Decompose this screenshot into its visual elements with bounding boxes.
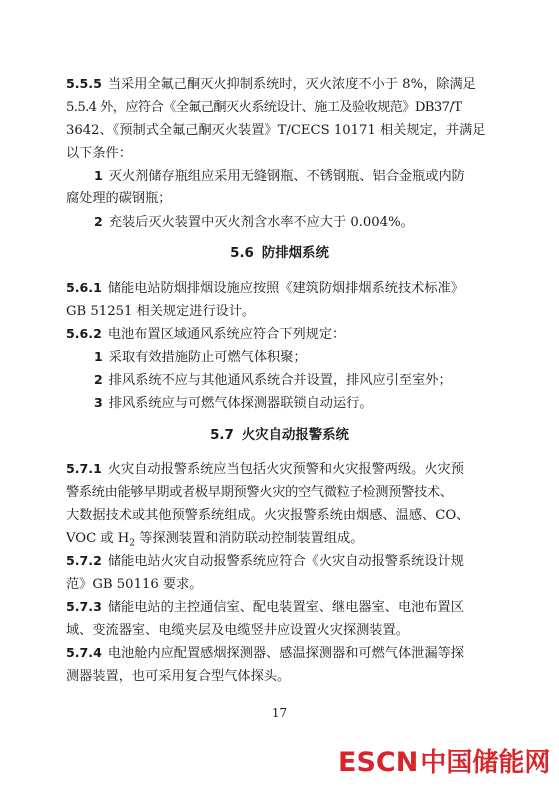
clause-line — [66, 595, 496, 619]
clause-line: 测器装置，也可采用复合型气体探头。 — [66, 669, 291, 684]
clause-5-6-2 — [66, 322, 496, 346]
list-item — [94, 210, 496, 234]
clause-line — [66, 549, 496, 573]
clause-number: 5.5.5 — [66, 76, 102, 91]
section-number: 5.6 — [230, 246, 254, 261]
item-number: 2 — [94, 372, 103, 387]
clause-text: 储能电站防烟排烟设施应按照《建筑防烟排烟系统技术标准》 — [107, 281, 464, 296]
clause-number: 5.6.2 — [66, 326, 102, 341]
clause-line: GB 51251 相关规定进行设计。 — [66, 304, 256, 319]
item-text: 排风系统应与可燃气体探测器联锁自动运行。 — [108, 396, 373, 411]
item-number: 1 — [94, 168, 103, 183]
logo-latin: ESCN — [338, 747, 419, 778]
clause-text: 电池布置区域通风系统应符合下列规定： — [107, 327, 346, 342]
clause-text: 当采用全氟己酮灭火抑制系统时，灭火浓度不小于 8%，除满足 — [107, 77, 476, 92]
clause-line: 3642、《预制式全氟己酮灭火装置》T/CECS 10171 相关规定，并满足 — [66, 123, 486, 138]
item-text: 充装后灭火装置中灭火剂含水率不应大于 0.004%。 — [108, 215, 414, 230]
clause-5-7-3 — [66, 595, 496, 642]
item-text: 排风系统不应与其他通风系统合并设置，排风应引至室外； — [108, 373, 452, 388]
page-number: 17 — [271, 706, 288, 720]
clause-5-5-5 — [66, 72, 496, 165]
clause-number: 5.6.1 — [66, 280, 102, 295]
clause-text: 储能电站的主控通信室、配电装置室、继电器室、电池布置区 — [107, 600, 464, 615]
item-text: 采取有效措施防止可燃气体积聚； — [108, 350, 307, 365]
item-number: 3 — [94, 395, 103, 410]
clause-5-7-2 — [66, 549, 496, 596]
clause-line: 警系统由能够早期或者极早期预警火灾的空气微粒子检测预警技术、 — [66, 485, 453, 500]
list-item — [94, 164, 496, 188]
clause-line — [66, 457, 496, 481]
section-title: 火灾自动报警系统 — [241, 428, 349, 443]
list-item — [94, 345, 496, 369]
clause-line — [66, 641, 496, 665]
clause-number: 5.7.2 — [66, 553, 102, 568]
logo-chinese: 中国储能网 — [420, 748, 551, 778]
clause-line — [66, 322, 496, 346]
clause-text: 储能电站火灾自动报警系统应符合《火灾自动报警系统设计规 — [107, 554, 464, 569]
section-heading — [0, 243, 559, 265]
clause-text: 火灾自动报警系统应当包括火灾预警和火灾报警两级。火灾预 — [107, 462, 464, 477]
item-number: 2 — [94, 214, 103, 229]
escn-watermark-logo — [338, 745, 550, 781]
subscript: 2 — [129, 538, 135, 549]
clause-number: 5.7.4 — [66, 645, 102, 660]
clause-line: 范》GB 50116 要求。 — [66, 577, 203, 592]
clause-5-6-1 — [66, 276, 496, 323]
clause-5-7-1 — [66, 457, 496, 556]
section-number: 5.7 — [210, 428, 234, 443]
clause-line: 以下条件： — [66, 146, 132, 161]
clause-number: 5.7.3 — [66, 599, 102, 614]
clause-line — [66, 276, 496, 300]
clause-line: 5.5.4 外，应符合《全氟己酮灭火系统设计、施工及验收规范》DB37/T — [66, 100, 462, 115]
clause-line: 大数据技术或其他预警系统组成。火灾报警系统由烟感、温感、CO、 — [66, 508, 470, 523]
section-heading — [0, 425, 559, 447]
list-item — [94, 391, 496, 415]
clause-text: 电池舱内应配置感烟探测器、感温探测器和可燃气体泄漏等探 — [107, 646, 464, 661]
clause-number: 5.7.1 — [66, 461, 102, 476]
clause-text: VOC 或 H — [66, 531, 130, 546]
clause-5-7-4 — [66, 641, 496, 688]
item-number: 1 — [94, 349, 103, 364]
clause-text: 等探测装置和消防联动控制装置组成。 — [135, 531, 364, 546]
clause-line — [66, 72, 496, 96]
section-title: 防排烟系统 — [261, 246, 329, 261]
list-item — [94, 368, 496, 392]
item-text: 灭火剂储存瓶组应采用无缝钢瓶、不锈钢瓶、铝合金瓶或内防 — [108, 169, 465, 184]
clause-line: 域、变流器室、电缆夹层及电缆竖井应设置火灾探测装置。 — [66, 623, 409, 638]
list-item-continuation: 腐处理的碳钢瓶； — [66, 191, 172, 206]
